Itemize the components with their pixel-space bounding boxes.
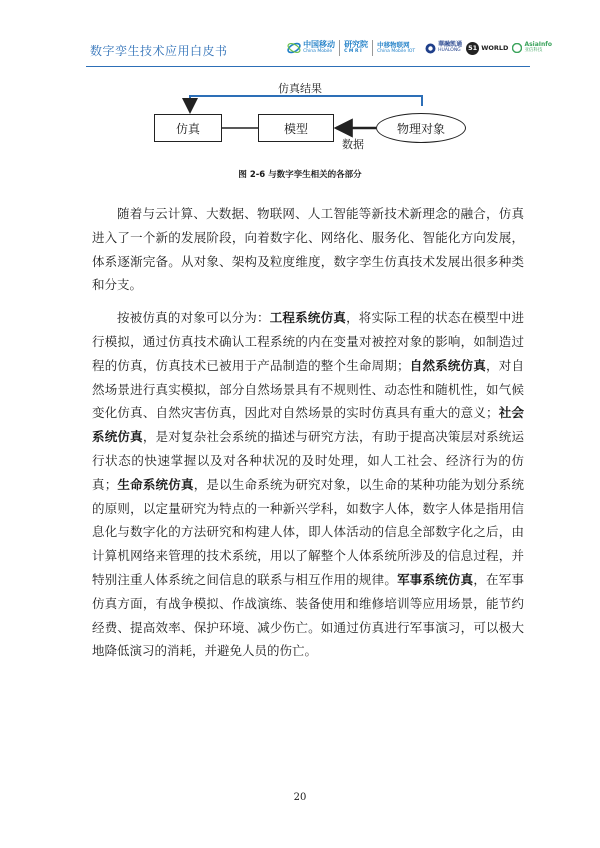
term-military-simulation: 军事系统仿真 — [397, 571, 474, 587]
page-header — [90, 30, 552, 66]
china-mobile-logo: 中国移动 China Mobile — [287, 41, 335, 55]
china-mobile-iot-logo: 中移物联网 China Mobile IOT — [377, 41, 416, 54]
term-natural-simulation: 自然系统仿真 — [409, 357, 487, 373]
cmri-logo: 研究院 C M R I — [344, 40, 369, 55]
china-mobile-icon — [287, 41, 301, 55]
paragraph-1: 随着与云计算、大数据、物联网、人工智能等新技术新理念的融合，仿真进入了一个新的发展阶段，向着数字化、网络化、服务化、智能化方向发展，体系逐渐完备。从对象、架构及粒度维度，数字孪生仿真技术发展出很多种类和分支。 — [92, 206, 524, 293]
asiainfo-logo: AsiaInfo 亚信科技 — [512, 42, 552, 54]
term-engineering-simulation: 工程系统仿真 — [269, 310, 347, 326]
header-rule — [86, 66, 530, 67]
simulation-node: 仿真 — [154, 114, 222, 142]
51-badge-icon: 51 — [466, 42, 479, 55]
relation-diagram — [150, 80, 470, 156]
figure-caption: 图 2-6 与数字孪生相关的各部分 — [238, 170, 362, 180]
term-social-simulation: 社会系统仿真 — [92, 405, 524, 445]
paragraph-2: 按被仿真的对象可以分为：工程系统仿真，将实际工程的状态在模型中进行模拟，通过仿真技术确认工程系统的内在变量对被控对象的影响，如制造过程的仿真，仿真技术已被用于产品制造的整个生命周期；自然系统仿真，对自然场景进行真实模拟，部分自然场景具有不规则性、动态性和随机性，如气候变化仿真、自然灾害仿真，因此对自然场景的实时仿真具有重大的意义；社会系统仿真，是对复杂社会系统的描述与研究方法，有助于提高决策层对系统运行状态的快速掌握以及对各种状况的及时处理，如人工社会、经济行为的仿真；生命系统仿真，是以生命系统为研究对象，以生命的某种功能为划分系统的原则，以定量研究为特点的一种新兴学科，如数字人体，数字人体是指用信息化与数字化的方法研究和构建人体，即人体活动的信息全部数字化之后，由计算机网络来管理的技术系统，用以了解整个人体系统所涉及的信息过程，并特别注重人体系统之间信息的联系与相互作用的规律。军事系统仿真，在军事仿真方面，有战争模拟、作战演练、装备使用和维修培训等应用场景，能节约经费、提高效率、保护环境、减少伤亡。如通过仿真进行军事演习，可以极大地降低演习的消耗，并避免人员的伤亡。 — [92, 310, 524, 659]
body-text — [92, 202, 524, 672]
page-number: 20 — [293, 792, 307, 803]
simulation-result-label: 仿真结果 — [278, 82, 322, 95]
result-loop-arrow — [190, 96, 422, 112]
physical-object-node: 物理对象 — [376, 113, 466, 143]
asiainfo-icon — [512, 43, 522, 53]
model-node: 模型 — [258, 114, 334, 142]
51world-logo: 51 WORLD — [466, 42, 508, 55]
partner-logos — [287, 34, 552, 62]
data-label: 数据 — [342, 138, 364, 151]
huarong-icon — [425, 43, 436, 54]
term-life-simulation: 生命系统仿真 — [117, 476, 194, 492]
document-title: 数字孪生技术应用白皮书 — [90, 44, 228, 58]
huarong-logo: 華融凯通 HUALONG — [425, 42, 462, 54]
